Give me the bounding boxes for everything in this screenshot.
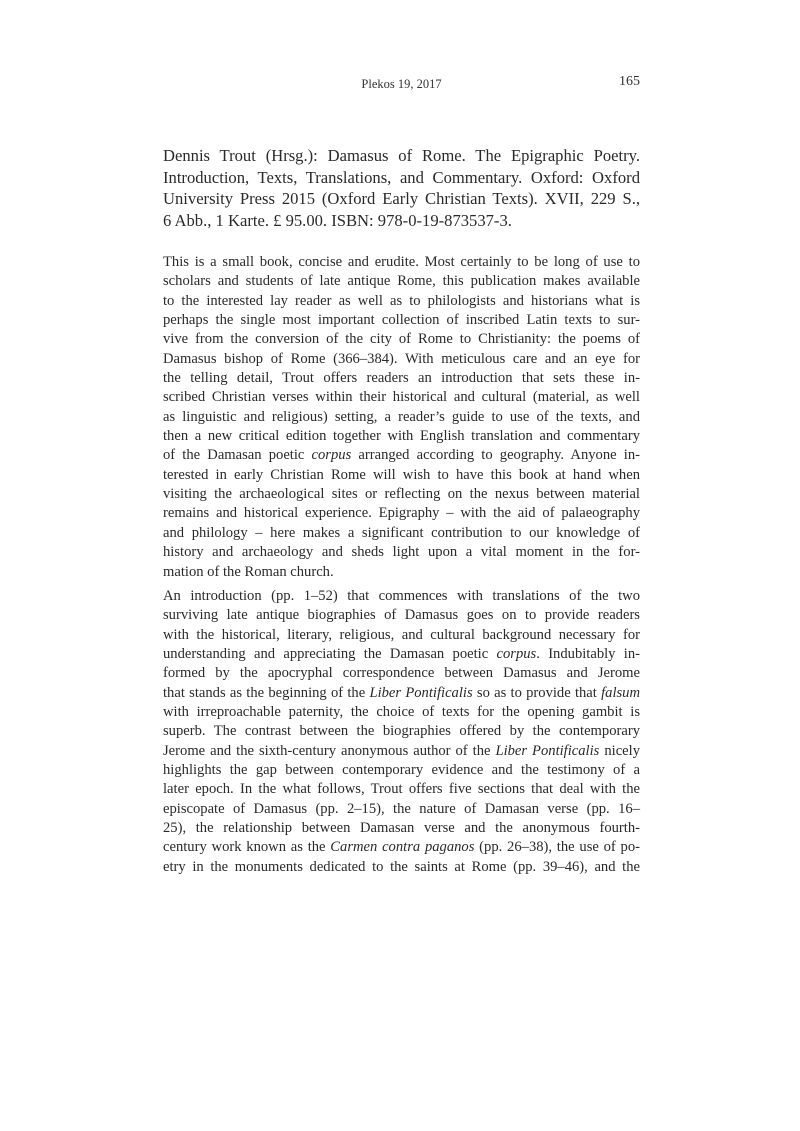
text-line: surviving late antique biographies of Damasus goes on to provide readers <box>163 607 640 624</box>
text-line: episcopate of Damasus (pp. 2–15), the nature of Damasan verse (pp. 16– <box>163 800 640 817</box>
heading-line: 6 Abb., 1 Karte. £ 95.00. ISBN: 978-0-19-873537-3. <box>163 210 512 230</box>
italic-term: Liber Pontificalis <box>369 684 473 701</box>
italic-term: falsum <box>601 684 641 701</box>
journal-citation: Plekos 19, 2017 <box>361 77 442 91</box>
text-line: Damasus bishop of Rome (366–384). With meticulous care and an eye for <box>163 350 640 367</box>
paragraph-2 <box>163 587 640 877</box>
italic-term: corpus <box>311 447 352 464</box>
text-line: later epoch. In the what follows, Trout offers five sections that deal with the <box>163 781 640 798</box>
text-line: terested in early Christian Rome will wish to have this book at hand when <box>163 466 640 483</box>
text-line: etry in the monuments dedicated to the saints at Rome (pp. 39–46), and the <box>163 858 640 875</box>
text-line: as linguistic and religious) setting, a reader’s guide to use of the texts, and <box>163 408 640 425</box>
text-line: This is a small book, concise and erudite. Most certainly to be long of use to <box>163 254 640 270</box>
text-line: the telling detail, Trout offers readers an introduction that sets these in- <box>163 370 640 387</box>
heading-line: Introduction, Texts, Translations, and Commentary. Oxford: Oxford <box>163 167 640 187</box>
text-line: to the interested lay reader as well as to philologists and historians what is <box>163 292 640 309</box>
text-line: 25), the relationship between Damasan verse and the anonymous fourth- <box>163 819 640 836</box>
text-line: highlights the gap between contemporary evidence and the testimony of a <box>163 761 640 778</box>
text-line: with irreproachable paternity, the choice of texts for the opening gambit is <box>163 703 640 720</box>
text-line: scholars and students of late antique Rome, this publication makes available <box>163 273 640 290</box>
text-line: perhaps the single most important collection of inscribed Latin texts to sur- <box>163 312 640 329</box>
text-line: formed by the apocryphal correspondence between Damasus and Jerome <box>163 665 640 682</box>
italic-term: corpus <box>496 645 537 662</box>
text-line: superb. The contrast between the biographies offered by the contemporary <box>163 723 640 740</box>
heading-line: University Press 2015 (Oxford Early Christian Texts). XVII, 229 S., <box>163 189 640 209</box>
text-line: An introduction (pp. 1–52) that commences with translations of the two <box>163 587 640 604</box>
review-body <box>163 253 640 877</box>
text-line: with the historical, literary, religious, and cultural background necessary for <box>163 626 640 643</box>
heading-line: Dennis Trout (Hrsg.): Damasus of Rome. The Epigraphic Poetry. <box>163 146 640 165</box>
italic-term: Liber Pontificalis <box>495 742 600 759</box>
text-line: history and archaeology and sheds light upon a vital moment in the for- <box>163 544 640 561</box>
text-line: visiting the archaeological sites or reflecting on the nexus between material <box>163 486 640 503</box>
italic-term: Carmen contra paganos <box>330 839 475 856</box>
text-line: remains and historical experience. Epigraphy – with the aid of palaeography <box>163 505 640 522</box>
text-line: scribed Christian verses within their historical and cultural (material, as well <box>163 389 640 406</box>
running-head <box>163 74 640 94</box>
text-line: then a new critical edition together with English translation and commentary <box>163 428 640 445</box>
text-line: Jerome and the sixth-century anonymous author of the Liber Pontificalis nicely <box>163 742 640 759</box>
text-line: and philology – here makes a significant contribution to our knowledge of <box>163 524 640 541</box>
page-number: 165 <box>619 74 640 89</box>
text-line: century work known as the Carmen contra paganos (pp. 26–38), the use of po- <box>163 839 640 856</box>
text-line: mation of the Roman church. <box>163 563 334 580</box>
text-line: understanding and appreciating the Damasan poetic corpus. Indubitably in- <box>163 645 640 662</box>
review-bibliographic-heading <box>163 145 640 231</box>
text-line: that stands as the beginning of the Liber Pontificalis so as to provide that falsum <box>163 684 641 701</box>
text-line: vive from the conversion of the city of Rome to Christianity: the poems of <box>163 331 640 348</box>
paragraph-1 <box>163 253 640 582</box>
text-line: of the Damasan poetic corpus arranged according to geography. Anyone in- <box>163 447 640 464</box>
